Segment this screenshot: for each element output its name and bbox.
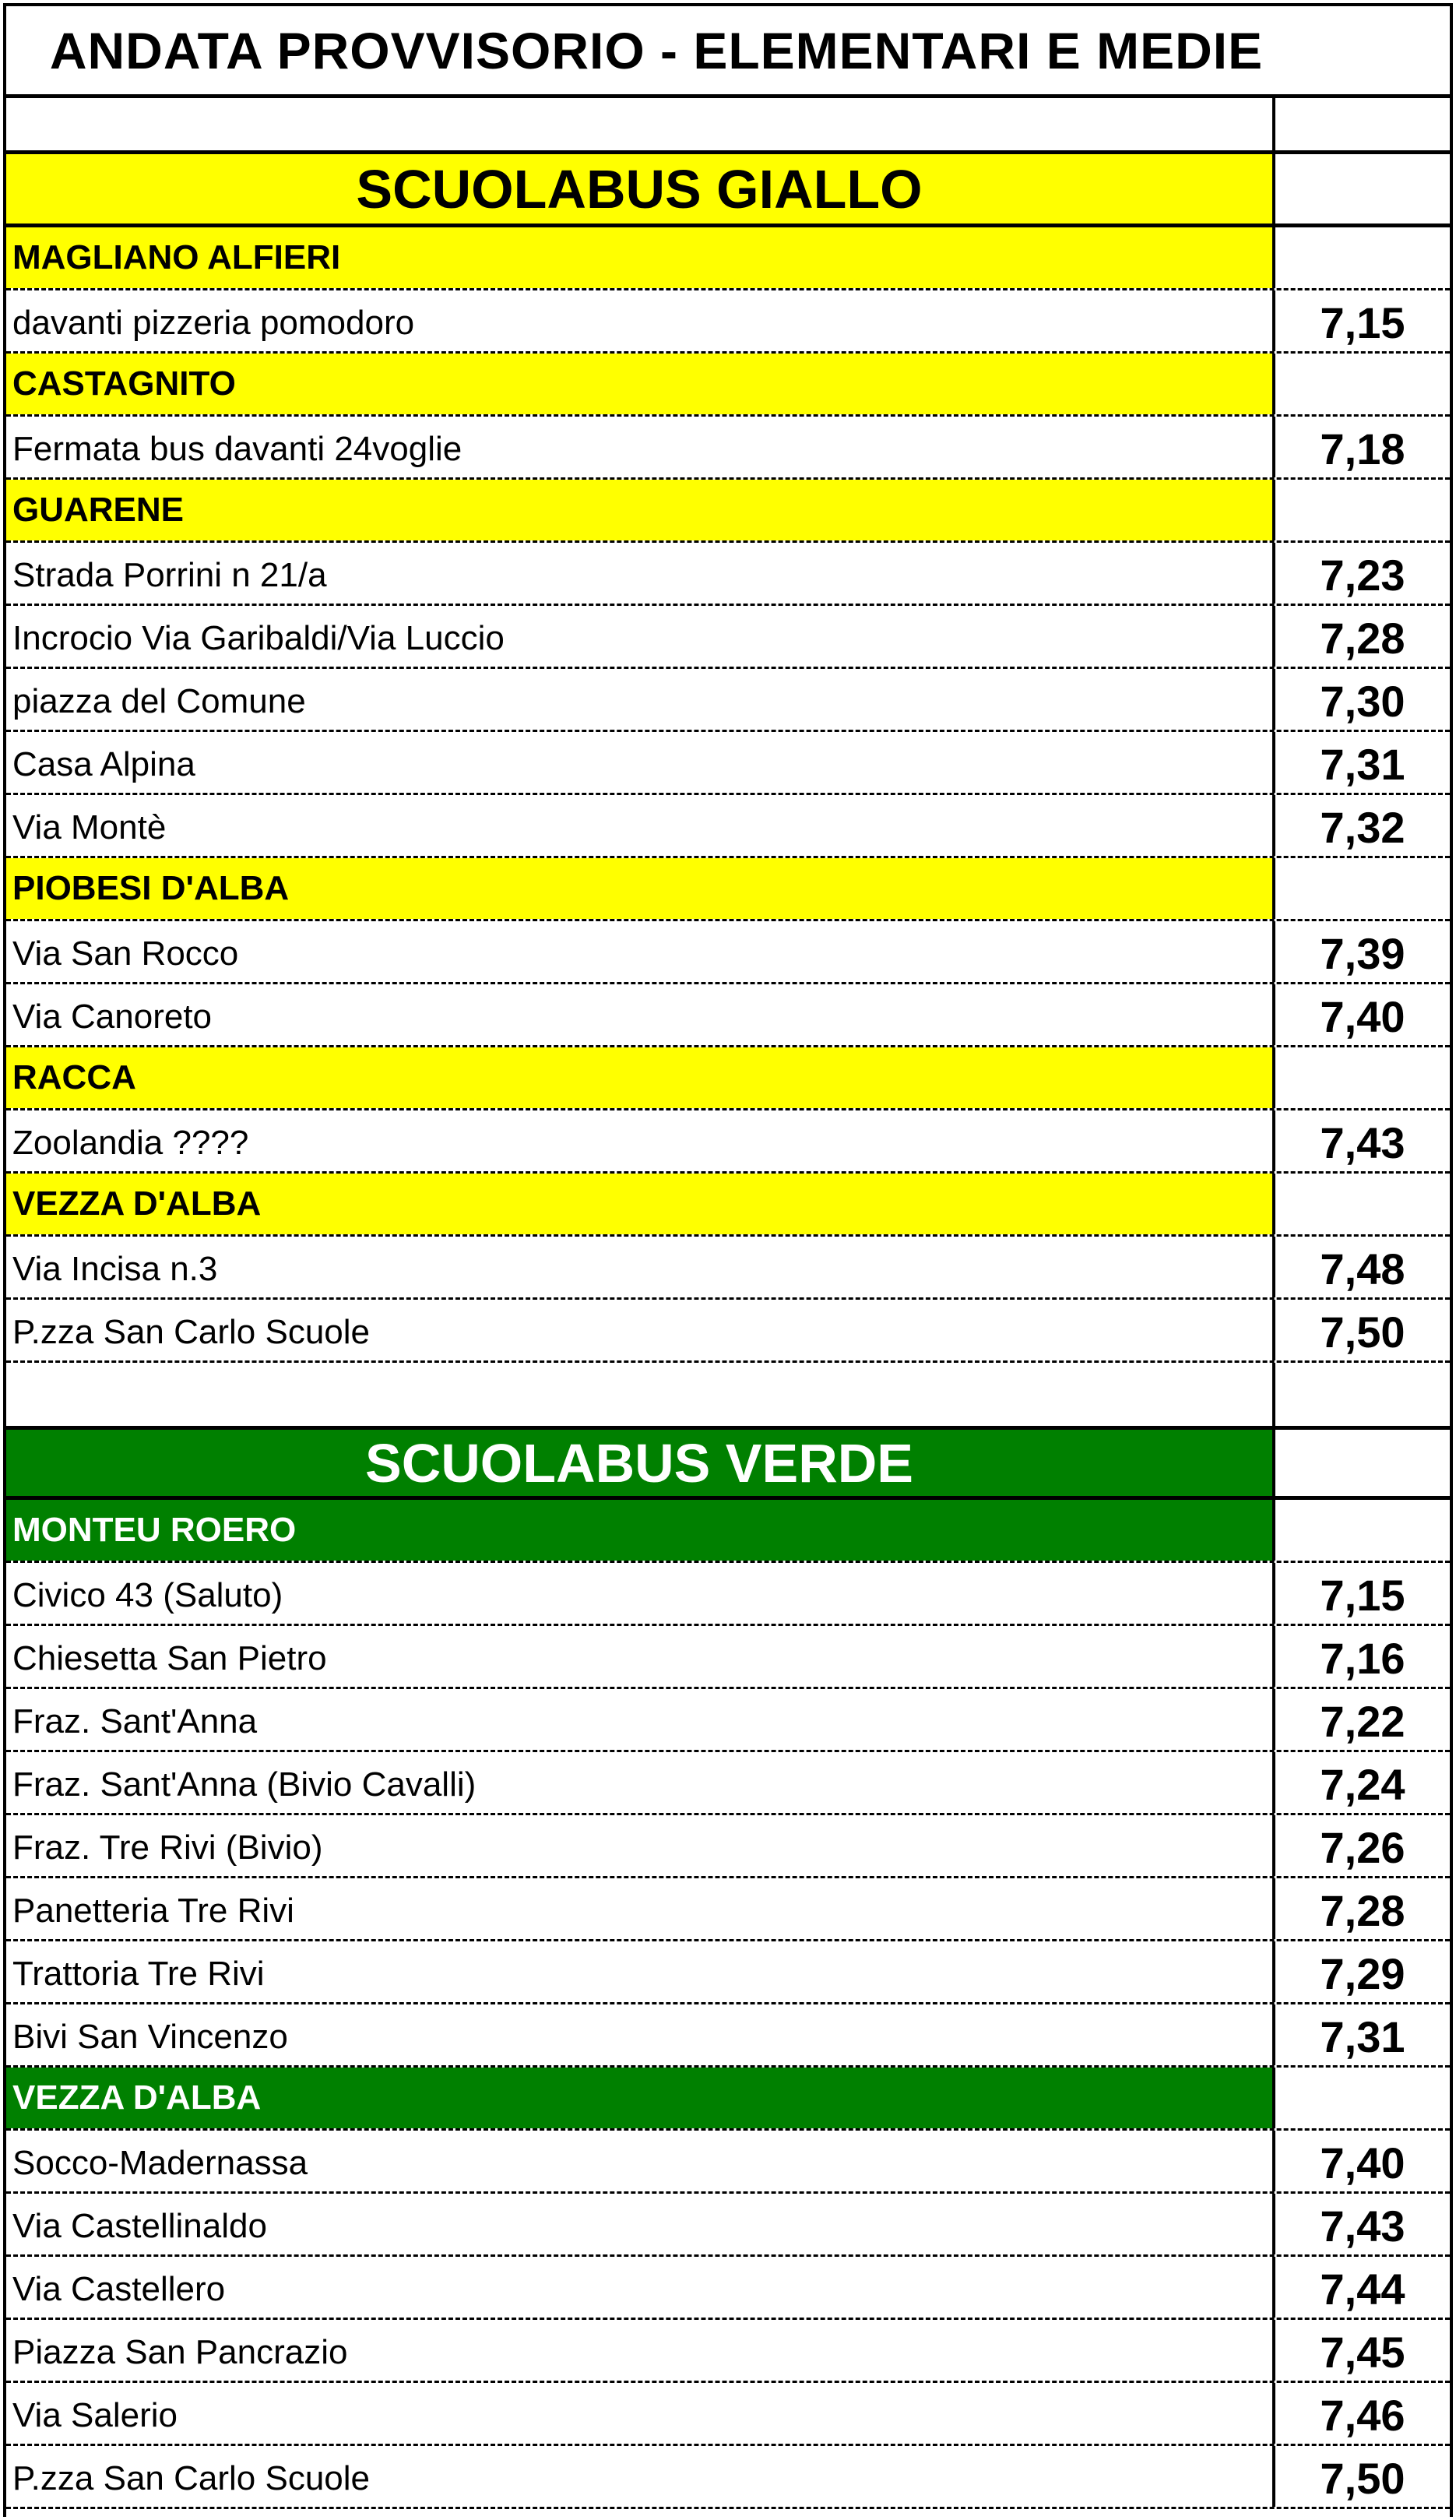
stop-place: piazza del Comune xyxy=(12,682,306,720)
stop-time: 7,45 xyxy=(1272,2320,1450,2381)
page-title: ANDATA PROVVISORIO - ELEMENTARI E MEDIE xyxy=(49,21,1264,79)
timetable-sheet xyxy=(3,3,1453,2517)
stop-row xyxy=(6,2004,1450,2068)
stop-row xyxy=(6,1110,1450,1174)
stop-time: 7,32 xyxy=(1272,795,1450,856)
stop-row xyxy=(6,2320,1450,2383)
stop-row xyxy=(6,1815,1450,1878)
town-name: PIOBESI D'ALBA xyxy=(6,858,1272,919)
stop-row xyxy=(6,984,1450,1047)
stop-time: 7,30 xyxy=(1272,669,1450,730)
route-header xyxy=(6,1430,1450,1500)
stop-place: Panetteria Tre Rivi xyxy=(12,1892,294,1930)
stop-place: Piazza San Pancrazio xyxy=(12,2333,348,2371)
stop-time: 7,26 xyxy=(1272,1815,1450,1876)
stop-place: Chiesetta San Pietro xyxy=(12,1639,327,1677)
stop-time: 7,31 xyxy=(1272,2004,1450,2065)
stop-place: Fermata bus davanti 24voglie xyxy=(12,430,462,468)
stop-time: 7,28 xyxy=(1272,606,1450,667)
stop-row xyxy=(6,732,1450,795)
stop-place: P.zza San Carlo Scuole xyxy=(12,1313,371,1351)
route-name: SCUOLABUS GIALLO xyxy=(6,154,1272,223)
stop-place: Via Montè xyxy=(12,808,167,846)
stop-row xyxy=(6,2194,1450,2257)
stop-row xyxy=(6,1300,1450,1363)
title-row xyxy=(6,6,1450,98)
town-name: MONTEU ROERO xyxy=(6,1500,1272,1561)
stop-place: Casa Alpina xyxy=(12,745,195,783)
stop-time: 7,31 xyxy=(1272,732,1450,793)
town-name: GUARENE xyxy=(6,480,1272,540)
town-name: MAGLIANO ALFIERI xyxy=(6,227,1272,288)
stop-time: 7,43 xyxy=(1272,2194,1450,2254)
stop-place: P.zza San Carlo Scuole xyxy=(12,2459,371,2497)
stop-row xyxy=(6,1878,1450,1941)
town-name: RACCA xyxy=(6,1047,1272,1108)
stop-row xyxy=(6,795,1450,858)
stop-place: Via Castellinaldo xyxy=(12,2207,267,2245)
town-row xyxy=(6,227,1450,290)
town-name: CASTAGNITO xyxy=(6,354,1272,414)
stop-time: 7,28 xyxy=(1272,1878,1450,1939)
stop-row xyxy=(6,417,1450,480)
stop-place: Via Incisa n.3 xyxy=(12,1250,218,1288)
stop-place: Fraz. Tre Rivi (Bivio) xyxy=(12,1828,323,1867)
stop-row xyxy=(6,2446,1450,2509)
route-header xyxy=(6,154,1450,227)
stop-time: 7,48 xyxy=(1272,1237,1450,1297)
stop-place: Fraz. Sant'Anna xyxy=(12,1702,258,1740)
stop-row xyxy=(6,2257,1450,2320)
town-row xyxy=(6,1047,1450,1110)
stop-row xyxy=(6,606,1450,669)
stop-time: 7,15 xyxy=(1272,290,1450,351)
town-row xyxy=(6,2068,1450,2131)
stop-row xyxy=(6,1752,1450,1815)
stop-place: Incrocio Via Garibaldi/Via Luccio xyxy=(12,619,505,657)
stop-place: Zoolandia ???? xyxy=(12,1124,249,1162)
stop-time: 7,43 xyxy=(1272,1110,1450,1171)
stop-time: 7,29 xyxy=(1272,1941,1450,2002)
stop-row xyxy=(6,1941,1450,2004)
stop-row xyxy=(6,1563,1450,1626)
stop-row xyxy=(6,1626,1450,1689)
town-row xyxy=(6,354,1450,417)
town-name: VEZZA D'ALBA xyxy=(6,2068,1272,2128)
stop-time: 7,40 xyxy=(1272,984,1450,1045)
stop-time: 7,15 xyxy=(1272,1563,1450,1624)
stop-place: Via San Rocco xyxy=(12,934,239,973)
spacer-row xyxy=(6,1363,1450,1430)
town-row xyxy=(6,1500,1450,1563)
stop-time: 7,46 xyxy=(1272,2383,1450,2444)
stop-row xyxy=(6,543,1450,606)
stop-row xyxy=(6,2131,1450,2194)
stop-row xyxy=(6,290,1450,354)
town-row xyxy=(6,480,1450,543)
stop-row xyxy=(6,669,1450,732)
stop-place: Socco-Madernassa xyxy=(12,2144,308,2182)
stop-time: 7,23 xyxy=(1272,543,1450,604)
stop-row xyxy=(6,1689,1450,1752)
stop-row xyxy=(6,2383,1450,2446)
stop-time: 7,24 xyxy=(1272,1752,1450,1813)
stop-time: 7,39 xyxy=(1272,921,1450,982)
stop-time: 7,18 xyxy=(1272,417,1450,477)
stop-place: Via Canoreto xyxy=(12,998,213,1036)
stop-time: 7,22 xyxy=(1272,1689,1450,1750)
town-name: VEZZA D'ALBA xyxy=(6,1174,1272,1234)
stop-time: 7,50 xyxy=(1272,1300,1450,1360)
town-row xyxy=(6,858,1450,921)
stop-time: 7,50 xyxy=(1272,2446,1450,2507)
spacer-row xyxy=(6,98,1450,154)
stop-place: Via Salerio xyxy=(12,2396,178,2434)
route-name: SCUOLABUS VERDE xyxy=(6,1430,1272,1496)
stop-place: Civico 43 (Saluto) xyxy=(12,1576,283,1614)
town-row xyxy=(6,1174,1450,1237)
stop-place: Via Castellero xyxy=(12,2270,226,2308)
stop-row xyxy=(6,921,1450,984)
stop-place: Bivi San Vincenzo xyxy=(12,2018,288,2056)
stop-place: Fraz. Sant'Anna (Bivio Cavalli) xyxy=(12,1765,477,1804)
stop-row xyxy=(6,1237,1450,1300)
stop-time: 7,44 xyxy=(1272,2257,1450,2318)
stop-time: 7,16 xyxy=(1272,1626,1450,1687)
stop-place: Strada Porrini n 21/a xyxy=(12,556,327,594)
stop-place: davanti pizzeria pomodoro xyxy=(12,304,415,342)
stop-time: 7,40 xyxy=(1272,2131,1450,2191)
stop-place: Trattoria Tre Rivi xyxy=(12,1955,265,1993)
